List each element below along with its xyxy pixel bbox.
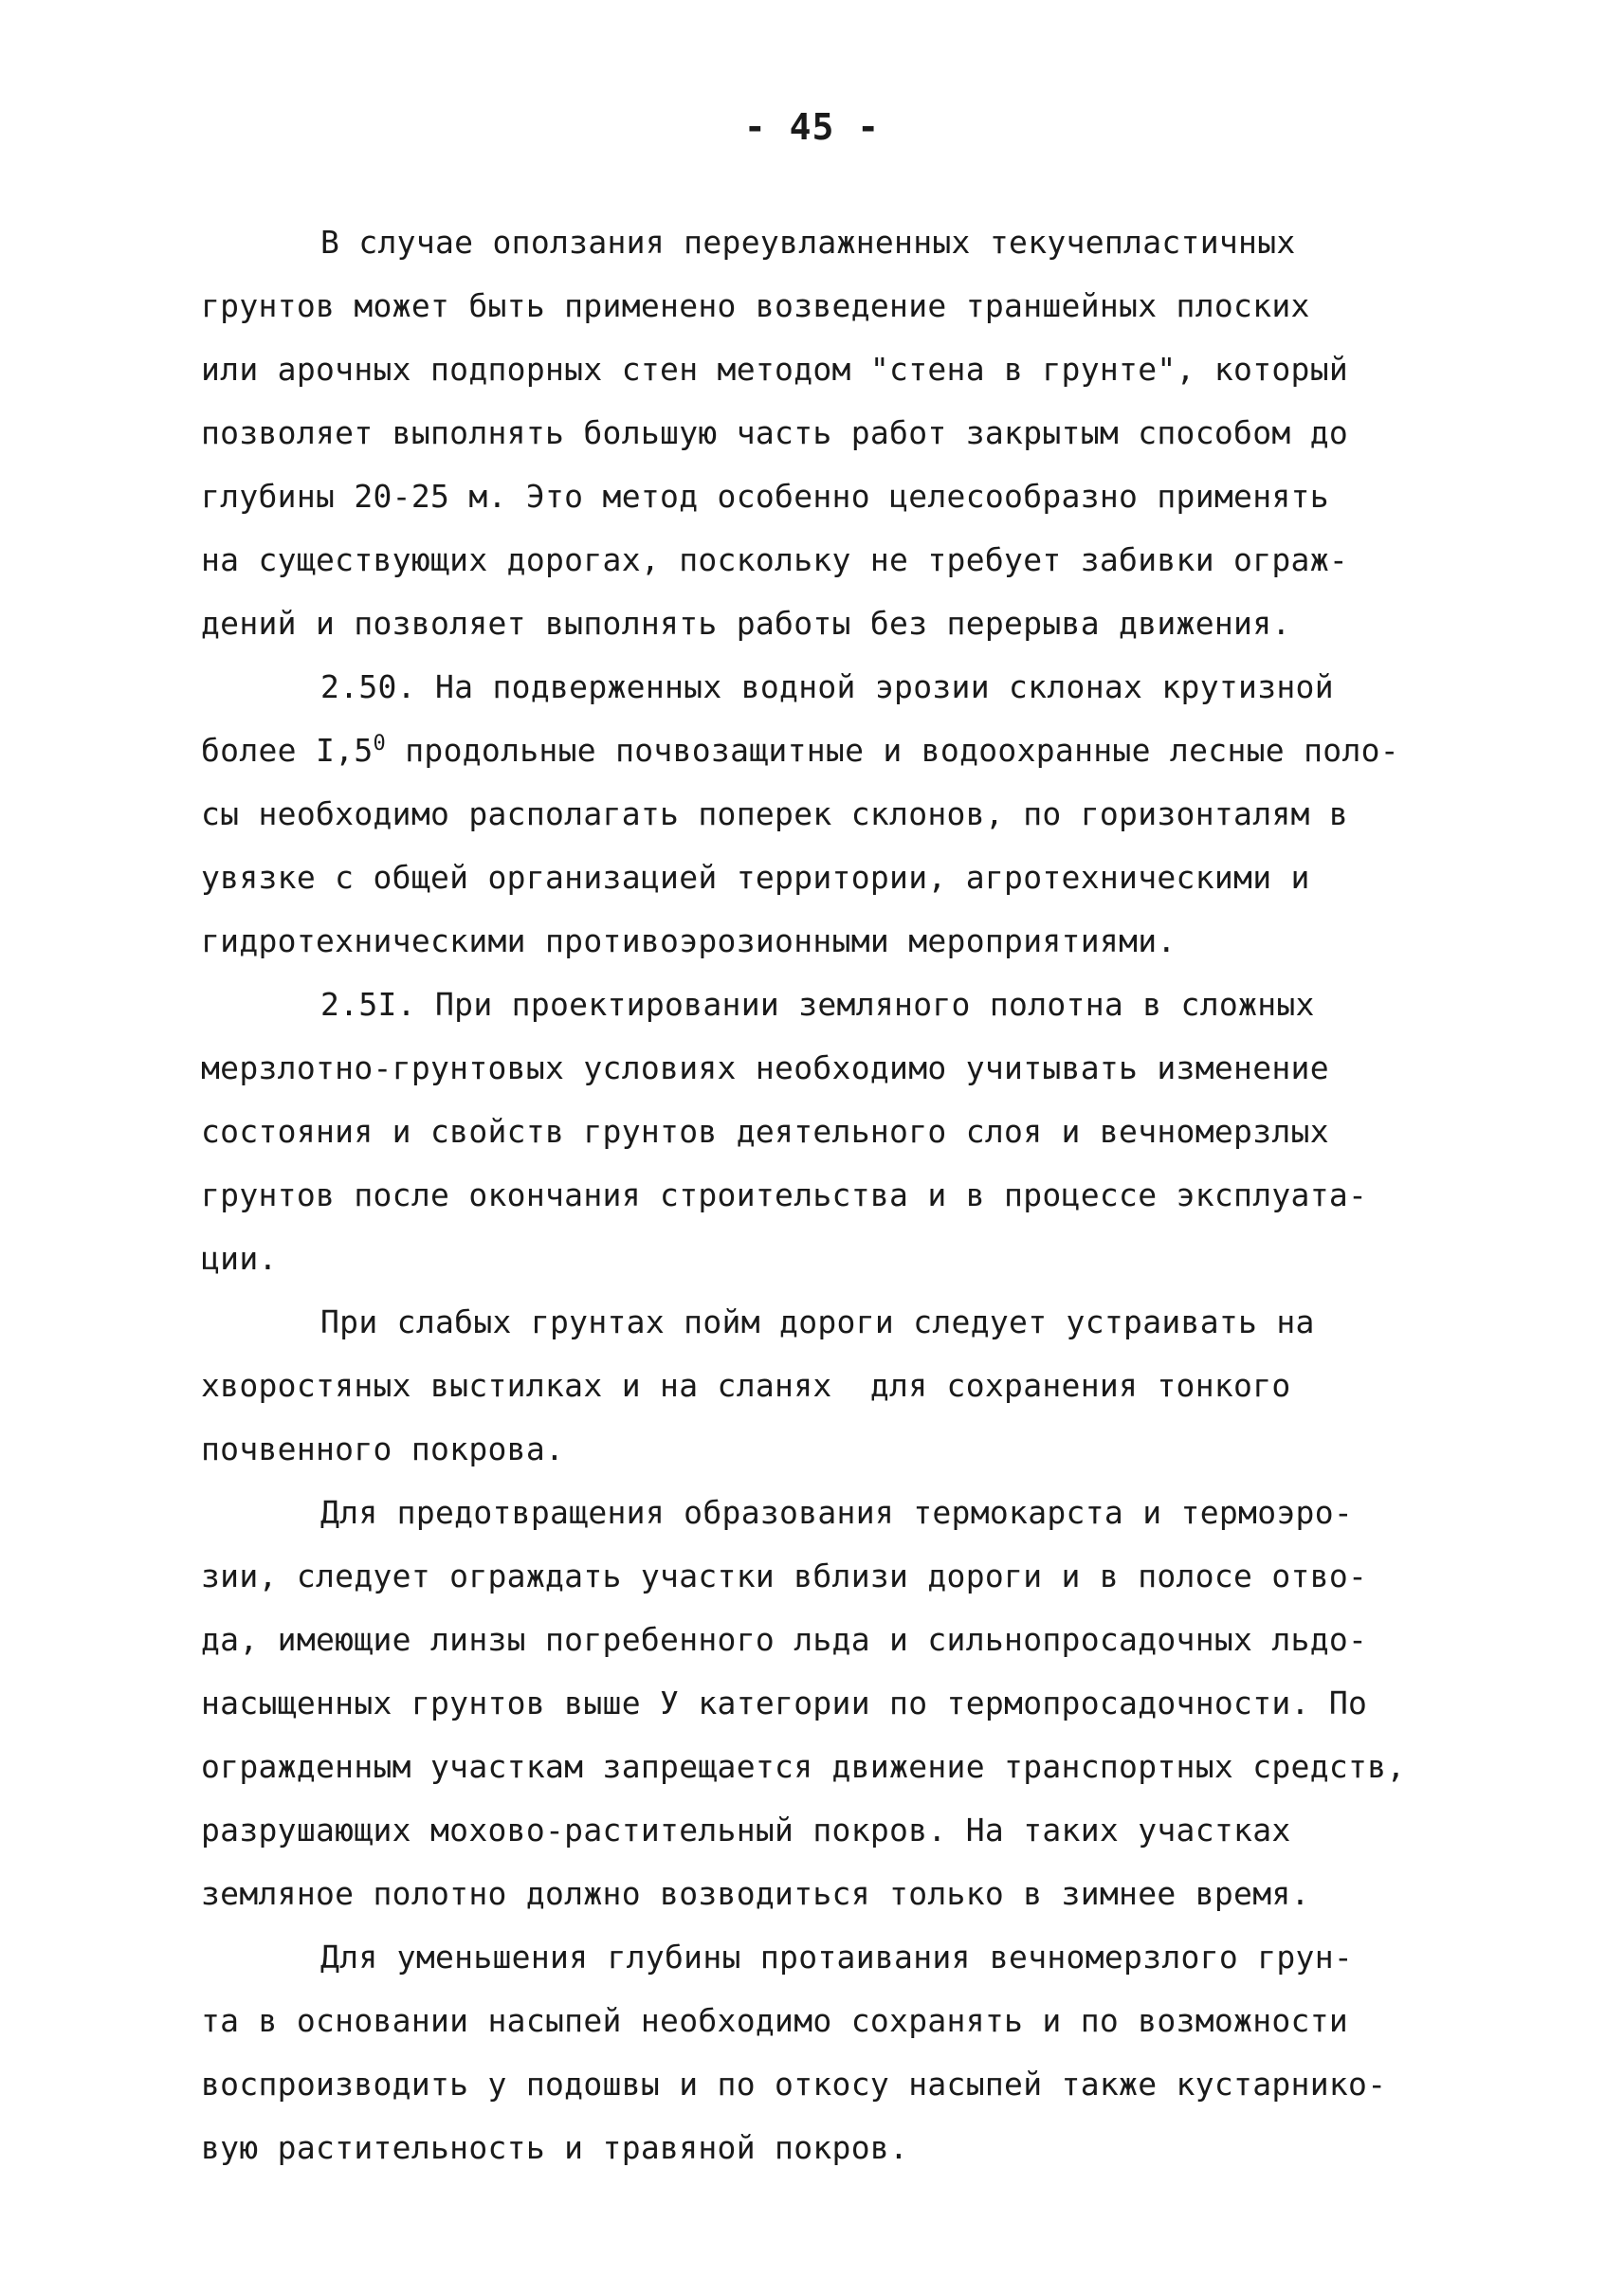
text-line: состояния и свойств грунтов деятельного слоя и вечномерзлых [201,1113,1329,1150]
paragraph-weak-soils [201,1290,1471,1481]
text-line: или арочных подпорных стен методом "стена в грунте", который [201,351,1349,388]
text-line: земляное полотно должно возводиться только в зимнее время. [201,1875,1310,1912]
paragraph-landslide-walls [201,210,1471,655]
text-line: хворостяных выстилках и на сланях для сохранения тонкого [201,1367,1291,1404]
text-line: Для предотвращения образования термокарста и термоэро- [320,1494,1354,1531]
text-line: насыщенных грунтов выше У категории по термопросадочности. По [201,1685,1368,1721]
text-line: воспроизводить у подошвы и по откосу насыпей также кустарнико- [201,2066,1387,2103]
text-line: почвенного покрова. [201,1430,565,1467]
text-fragment: продольные почвозащитные и водоохранные лесные поло- [386,732,1399,769]
degree-superscript: 0 [373,732,387,756]
text-line: глубины 20-25 м. Это метод особенно целесообразно применять [201,478,1329,515]
text-line: та в основании насыпей необходимо сохранять и по возможности [201,2002,1349,2039]
text-line: мерзлотно-грунтовых условиях необходимо учитывать изменение [201,1049,1329,1086]
text-line: грунтов после окончания строительства и в процессе эксплуата- [201,1176,1368,1213]
text-line-with-superscript [201,719,1471,782]
text-line: 2.5I. При проектировании земляного полотна в сложных [320,986,1315,1023]
text-line: гидротехническими противоэрозионными мероприятиями. [201,922,1177,959]
text-line: позволяет выполнять большую часть работ закрытым способом до [201,414,1349,451]
text-line: разрушающих мохово-растительный покров. На таких участках [201,1812,1291,1849]
body-text [201,210,1471,2179]
text-line: сы необходимо располагать поперек склонов, по горизонталям в [201,795,1349,832]
text-line: огражденным участкам запрещается движение транспортных средств, [201,1748,1406,1785]
text-line: 2.50. На подверженных водной эрозии склонах крутизной [320,668,1334,705]
text-line: Для уменьшения глубины протаивания вечномерзлого грун- [320,1939,1354,1976]
text-line: ции. [201,1240,278,1277]
text-line: дений и позволяет выполнять работы без перерыва движения. [201,605,1291,642]
text-line: грунтов может быть применено возведение траншейных плоских [201,287,1310,324]
text-line: да, имеющие линзы погребенного льда и сильнопросадочных льдо- [201,1621,1368,1658]
paragraph-2-51 [201,973,1471,1290]
text-line: зии, следует ограждать участки вблизи дороги и в полосе отво- [201,1557,1368,1594]
text-line: При слабых грунтах пойм дороги следует устраивать на [320,1303,1315,1340]
text-line: В случае оползания переувлажненных текучепластичных [320,224,1296,261]
text-line: на существующих дорогах, поскольку не требует забивки ограж- [201,541,1349,578]
paragraph-thermokarst [201,1481,1471,1925]
paragraph-thaw-depth [201,1925,1471,2179]
page-number: - 45 - [743,106,881,148]
paragraph-2-50 [201,655,1471,973]
text-line: вую растительность и травяной покров. [201,2129,909,2166]
text-line: увязке с общей организацией территории, агротехническими и [201,859,1310,896]
text-fragment: более I,5 [201,732,374,769]
